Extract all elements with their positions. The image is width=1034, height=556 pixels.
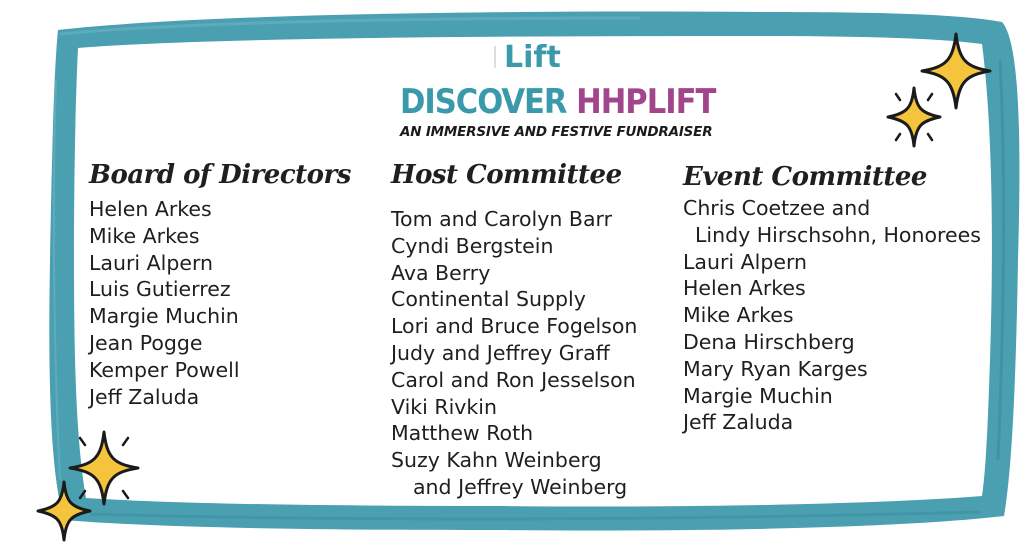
list-item: Chris Coetzee and bbox=[683, 196, 871, 220]
list-item: Luis Gutierrez bbox=[89, 277, 231, 302]
list-item: Lauri Alpern bbox=[89, 250, 214, 275]
event-list bbox=[683, 195, 981, 436]
event-committee-column bbox=[683, 162, 981, 436]
list-item: Helen Arkes bbox=[89, 197, 212, 221]
list-item: Lori and Bruce Fogelson bbox=[391, 314, 638, 339]
host-heading: Host Committee bbox=[391, 160, 622, 190]
list-item: and Jeffrey Weinberg bbox=[413, 474, 628, 499]
event-logo bbox=[400, 40, 716, 150]
list-item: Mary Ryan Karges bbox=[683, 356, 868, 381]
list-item: Dena Hirschberg bbox=[683, 329, 855, 354]
list-item: Jean Pogge bbox=[89, 330, 203, 355]
sparkle-icon bbox=[884, 84, 944, 150]
list-item: Mike Arkes bbox=[89, 223, 200, 248]
list-item: Kemper Powell bbox=[89, 357, 240, 382]
board-heading: Board of Directors bbox=[89, 160, 351, 190]
list-item: Suzy Kahn Weinberg bbox=[391, 448, 602, 473]
logo-subtitle: AN IMMERSIVE AND FESTIVE FUNDRAISER bbox=[400, 124, 713, 140]
logo-title-hhplift: HHPLIFT bbox=[576, 82, 716, 122]
list-item: Helen Arkes bbox=[683, 276, 806, 301]
list-item: Continental Supply bbox=[391, 287, 586, 312]
list-item: Judy and Jeffrey Graff bbox=[391, 340, 610, 365]
sparkle-icon bbox=[34, 478, 94, 544]
host-list bbox=[391, 206, 637, 501]
list-item: Lauri Alpern bbox=[683, 249, 808, 274]
list-item: Cyndi Bergstein bbox=[391, 233, 554, 258]
list-item: Jeff Zaluda bbox=[89, 384, 200, 409]
list-item: Jeff Zaluda bbox=[683, 410, 794, 435]
list-item: Tom and Carolyn Barr bbox=[391, 207, 613, 231]
board-list bbox=[89, 196, 351, 410]
list-item: Ava Berry bbox=[391, 260, 491, 285]
logo-lift-text: Lift bbox=[504, 40, 561, 75]
logo-title-discover: DISCOVER bbox=[400, 82, 577, 122]
list-item: Lindy Hirschsohn, Honorees bbox=[695, 222, 981, 247]
list-item: Carol and Ron Jesselson bbox=[391, 367, 636, 392]
logo-prefix-mark bbox=[494, 46, 504, 68]
list-item: Margie Muchin bbox=[683, 383, 833, 408]
list-item: Margie Muchin bbox=[89, 304, 239, 329]
host-committee-column bbox=[391, 160, 637, 501]
event-heading: Event Committee bbox=[683, 162, 927, 192]
list-item: Mike Arkes bbox=[683, 303, 794, 328]
logo-title bbox=[400, 82, 716, 122]
list-item: Viki Rivkin bbox=[391, 394, 497, 419]
list-item: Matthew Roth bbox=[391, 421, 534, 446]
board-of-directors-column bbox=[89, 160, 351, 410]
